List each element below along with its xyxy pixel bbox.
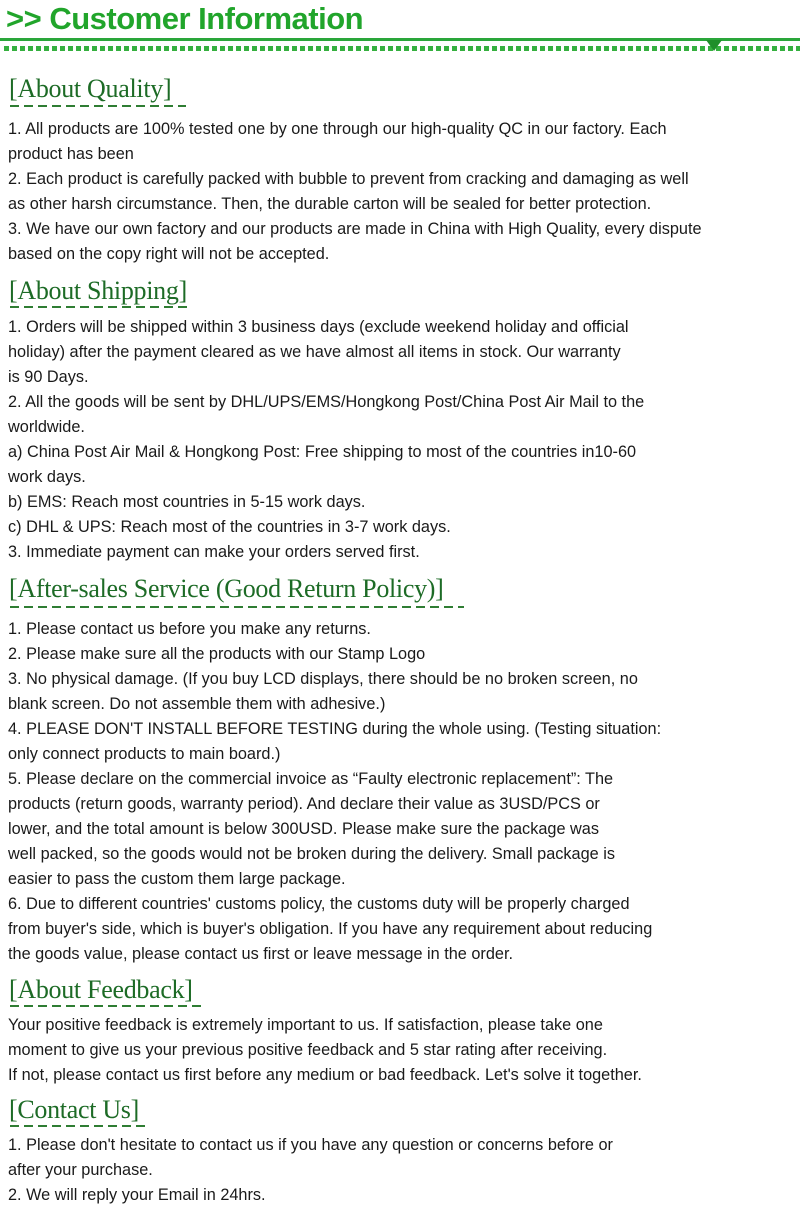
text-line: well packed, so the goods would not be broken during the delivery. Small package is (8, 845, 615, 863)
text-line: as other harsh circumstance. Then, the durable carton will be sealed for better protection. (8, 195, 652, 213)
text-line: 2. We will reply your Email in 24hrs. (8, 1186, 266, 1204)
text-line: only connect products to main board.) (8, 745, 281, 763)
section-body (8, 117, 794, 267)
text-line: work days. (8, 468, 86, 486)
heading-underline (10, 606, 464, 608)
text-line: the goods value, please contact us first or leave message in the order. (8, 945, 514, 963)
text-line: 6. Due to different countries' customs policy, the customs duty will be properly charged (8, 895, 630, 913)
text-line: products (return goods, warranty period). And declare their value as 3USD/PCS or (8, 795, 600, 813)
text-line: 1. All products are 100% tested one by one through our high-quality QC in our factory. Each (8, 120, 667, 138)
text-line: a) China Post Air Mail & Hongkong Post: Free shipping to most of the countries in10-60 (8, 443, 637, 461)
text-line: holiday) after the payment cleared as we have almost all items in stock. Our warranty (8, 343, 621, 361)
text-line: 1. Please don't hesitate to contact us if you have any question or concerns before or (8, 1136, 613, 1154)
text-line: Your positive feedback is extremely important to us. If satisfaction, please take one (8, 1016, 603, 1034)
text-line: product has been (8, 145, 134, 163)
text-line: 2. Each product is carefully packed with bubble to prevent from cracking and damaging as well (8, 170, 689, 188)
section-heading: [Contact Us] (9, 1095, 139, 1124)
section-heading: [About Shipping] (9, 276, 187, 305)
banner-dotted-divider (4, 46, 800, 51)
section-heading: [About Feedback] (9, 975, 193, 1004)
text-line: from buyer's side, which is buyer's obligation. If you have any requirement about reducing (8, 920, 653, 938)
heading-underline (10, 1005, 206, 1007)
heading-underline (10, 1125, 150, 1127)
section-body (8, 315, 794, 565)
text-line: 4. PLEASE DON'T INSTALL BEFORE TESTING during the whole using. (Testing situation: (8, 720, 662, 738)
chevron-down-icon (706, 40, 722, 51)
heading-underline (10, 306, 190, 308)
text-line: 3. Immediate payment can make your orders served first. (8, 543, 420, 561)
text-line: If not, please contact us first before any medium or bad feedback. Let's solve it together. (8, 1066, 642, 1084)
heading-underline (10, 105, 186, 107)
text-line: 3. We have our own factory and our products are made in China with High Quality, every dispute (8, 220, 702, 238)
text-line: after your purchase. (8, 1161, 153, 1179)
section-body (8, 1013, 794, 1088)
section-heading: [After-sales Service (Good Return Policy)] (9, 574, 444, 603)
text-line: 1. Please contact us before you make any returns. (8, 620, 371, 638)
banner-title: >> Customer Information (6, 1, 364, 36)
text-line: based on the copy right will not be accepted. (8, 245, 330, 263)
text-line: 3. No physical damage. (If you buy LCD displays, there should be no broken screen, no (8, 670, 638, 688)
section-body (8, 1133, 794, 1208)
text-line: 2. All the goods will be sent by DHL/UPS/EMS/Hongkong Post/China Post Air Mail to the (8, 393, 645, 411)
text-line: worldwide. (8, 418, 85, 436)
customer-information-banner (0, 0, 800, 60)
text-line: b) EMS: Reach most countries in 5-15 work days. (8, 493, 366, 511)
text-line: lower, and the total amount is below 300USD. Please make sure the package was (8, 820, 599, 838)
text-line: is 90 Days. (8, 368, 89, 386)
text-line: moment to give us your previous positive feedback and 5 star rating after receiving. (8, 1041, 608, 1059)
text-line: easier to pass the custom them large package. (8, 870, 346, 888)
text-line: c) DHL & UPS: Reach most of the countries in 3-7 work days. (8, 518, 451, 536)
banner-divider (0, 38, 800, 41)
section-body (8, 617, 794, 967)
text-line: blank screen. Do not assemble them with adhesive.) (8, 695, 386, 713)
text-line: 5. Please declare on the commercial invoice as “Faulty electronic replacement”: The (8, 770, 614, 788)
section-heading: [About Quality] (9, 74, 172, 103)
text-line: 2. Please make sure all the products with our Stamp Logo (8, 645, 426, 663)
text-line: 1. Orders will be shipped within 3 business days (exclude weekend holiday and official (8, 318, 629, 336)
